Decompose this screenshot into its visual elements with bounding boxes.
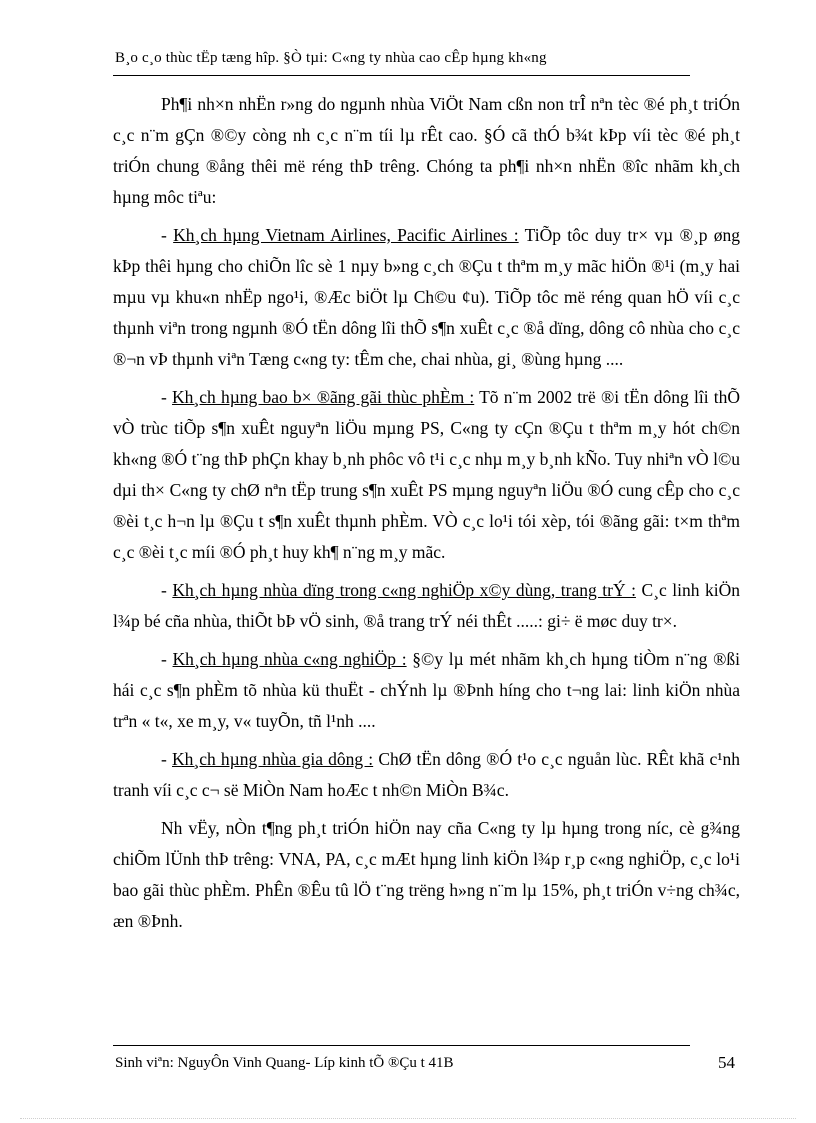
paragraph-construction-text: C¸c linh kiÖn l¾p bé cña nhùa, thiÕt bÞ vÖ sinh, ®å trang trÝ néi thÊt .....: gi÷ ë møc duy tr×. <box>113 580 740 631</box>
paragraph-household-text: ChØ tËn dông ®Ó t¹o c¸c nguån lùc. RÊt khã c¹nh tranh víi c¸c c¬ së MiÒn Nam hoÆc t nh©n MiÒn B¾c. <box>113 749 741 800</box>
paragraph-intro-text: Ph¶i nh×n nhËn r»ng do ngµnh nhùa ViÖt Nam cßn non trÎ nªn tèc ®é ph¸t triÓn c¸c n¨m gÇn ®©y còng nh c¸c n¨m tíi lµ rÊt cao. §Ó cã thÓ b¾t kÞp víi tèc ®é ph¸t triÓn chung ®ång thêi më réng thÞ trêng. Chóng ta ph¶i nh×n nhËn ®îc nhãm kh¸ch hµng môc tiªu: <box>113 94 740 207</box>
page-number: 54 <box>718 1053 735 1072</box>
header-divider <box>113 75 690 76</box>
paragraph-airlines-customers: - Kh¸ch hµng Vietnam Airlines, Pacific Airlines : TiÕp tôc duy tr× vµ ®¸p øng kÞp thêi hµng cho chiÕn lîc sè 1 nµy b»ng c¸ch ®Çu t thªm m¸y mãc hiÖn ®¹i (m¸y hai mµu vµ khu«n nhËp ngo¹i, ®Æc biÖt lµ Ch©u ¢u). TiÕp tôc më réng quan hÖ víi c¸c thµnh viªn trong ngµnh ®Ó tËn dông lîi thÕ s¶n xuÊt c¸c ®å dïng, dông cô nhùa cho c¸c ®¬n vÞ thµnh viªn Tæng c«ng ty: tÊm che, chai nhùa, gi¸ ®ùng hµng .... <box>113 225 741 369</box>
footer-divider <box>113 1045 690 1046</box>
page-header: B¸o c¸o thùc tËp tæng hîp. §Ò tµi: C«ng ty nhùa cao cÊp hµng kh«ng <box>115 50 547 66</box>
paragraph-conclusion <box>113 813 740 937</box>
paragraph-household-customers: - Kh¸ch hµng nhùa gia dông : ChØ tËn dông ®Ó t¹o c¸c nguån lùc. RÊt khã c¹nh tranh víi c¸c c¬ së MiÒn Nam hoÆc t nh©n MiÒn B¾c. <box>113 749 741 800</box>
paragraph-construction-customers: - Kh¸ch hµng nhùa dïng trong c«ng nghiÖp x©y dùng, trang trÝ : C¸c linh kiÖn l¾p bé cña nhùa, thiÕt bÞ vÖ sinh, ®å trang trÝ néi thÊt .....: gi÷ ë møc duy tr×. <box>113 580 740 631</box>
page-footer: Sinh viªn: NguyÔn Vinh Quang- Líp kinh tÕ ®Çu t 41B <box>115 1055 454 1071</box>
paragraph-food-packaging-customers: - Kh¸ch hµng bao b× ®ãng gãi thùc phÈm : Tõ n¨m 2002 trë ®i tËn dông lîi thÕ vÒ trùc tiÕp s¶n xuÊt nguyªn liÖu mµng PS, C«ng ty cÇn ®Çu t thªm m¸y hót ch©n kh«ng ®Ó t¨ng thÞ phÇn khay b¸nh phôc vô t¹i c¸c nhµ m¸y b¸nh kÑo. Tuy nhiªn vÒ l©u dµi th× C«ng ty chØ nªn tËp trung s¶n xuÊt PS mµng nguyªn liÖu ®Ó cung cÊp cho c¸c ®èi t¸c h¬n lµ ®Çu t s¶n xuÊt thµnh phÈm. VÒ c¸c lo¹i tói xèp, tói ®ãng gãi: t×m thªm c¸c ®èi t¸c míi ®Ó ph¸t huy kh¶ n¨ng m¸y mãc. <box>113 387 740 562</box>
paragraph-construction-heading: Kh¸ch hµng nhùa dïng trong c«ng nghiÖp x©y dùng, trang trÝ : <box>172 580 636 600</box>
paragraph-food-packaging-heading: Kh¸ch hµng bao b× ®ãng gãi thùc phÈm : <box>172 387 475 407</box>
paragraph-industrial-text: §©y lµ mét nhãm kh¸ch hµng tiÒm n¨ng ®ßi hái c¸c s¶n phÈm tõ nhùa kü thuËt - chÝnh lµ ®Þnh híng cho t¬ng lai: linh kiÖn nhùa trªn « t«, xe m¸y, v« tuyÕn, tñ l¹nh .... <box>113 649 740 731</box>
paragraph-industrial-heading: Kh¸ch hµng nhùa c«ng nghiÖp : <box>172 649 407 669</box>
paragraph-intro <box>113 89 740 213</box>
paragraph-airlines-text: TiÕp tôc duy tr× vµ ®¸p øng kÞp thêi hµng cho chiÕn lîc sè 1 nµy b»ng c¸ch ®Çu t thªm m¸y mãc hiÖn ®¹i (m¸y hai mµu vµ khu«n nhËp ngo¹i, ®Æc biÖt lµ Ch©u ¢u). TiÕp tôc më réng quan hÖ víi c¸c thµnh viªn trong ngµnh ®Ó tËn dông lîi thÕ s¶n xuÊt c¸c ®å dïng, dông cô nhùa cho c¸c ®¬n vÞ thµnh viªn Tæng c«ng ty: tÊm che, chai nhùa, gi¸ ®ùng hµng .... <box>113 225 741 369</box>
paragraph-airlines-heading: Kh¸ch hµng Vietnam Airlines, Pacific Airlines : <box>173 225 519 245</box>
paragraph-household-heading: Kh¸ch hµng nhùa gia dông : <box>172 749 374 769</box>
paragraph-conclusion-text: Nh vËy, nÒn t¶ng ph¸t triÓn hiÖn nay cña C«ng ty lµ hµng trong níc, cè g¾ng chiÕm lÜnh thÞ trêng: VNA, PA, c¸c mÆt hµng linh kiÖn l¾p r¸p c«ng nghiÖp, c¸c lo¹i bao gãi thùc phÈm. PhÊn ®Êu tû lÖ t¨ng trëng h»ng n¨m lµ 15%, ph¸t triÓn v÷ng ch¾c, æn ®Þnh. <box>113 818 740 931</box>
page-bottom-border <box>20 1118 796 1119</box>
paragraph-industrial-customers: - Kh¸ch hµng nhùa c«ng nghiÖp : §©y lµ mét nhãm kh¸ch hµng tiÒm n¨ng ®ßi hái c¸c s¶n phÈm tõ nhùa kü thuËt - chÝnh lµ ®Þnh híng cho t¬ng lai: linh kiÖn nhùa trªn « t«, xe m¸y, v« tuyÕn, tñ l¹nh .... <box>113 649 740 731</box>
document-body <box>113 89 740 944</box>
paragraph-food-packaging-text: Tõ n¨m 2002 trë ®i tËn dông lîi thÕ vÒ trùc tiÕp s¶n xuÊt nguyªn liÖu mµng PS, C«ng ty cÇn ®Çu t thªm m¸y hót ch©n kh«ng ®Ó t¨ng thÞ phÇn khay b¸nh phôc vô t¹i c¸c nhµ m¸y b¸nh kÑo. Tuy nhiªn vÒ l©u dµi th× C«ng ty chØ nªn tËp trung s¶n xuÊt PS mµng nguyªn liÖu ®Ó cung cÊp cho c¸c ®èi t¸c h¬n lµ ®Çu t s¶n xuÊt thµnh phÈm. VÒ c¸c lo¹i tói xèp, tói ®ãng gãi: t×m thªm c¸c ®èi t¸c míi ®Ó ph¸t huy kh¶ n¨ng m¸y mãc. <box>113 387 740 562</box>
